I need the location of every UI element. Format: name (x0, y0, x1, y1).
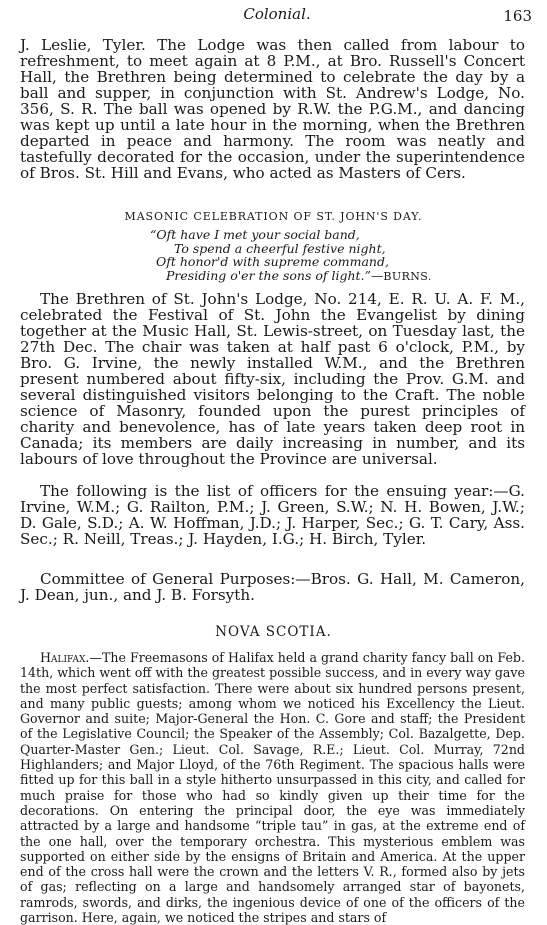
verse-line (150, 269, 450, 284)
running-title: Colonial. (243, 5, 311, 23)
verse-line-text: Presiding o'er the sons of light.”— (166, 267, 384, 283)
verse-line: “Oft have I met your social band, (150, 227, 360, 242)
verse-attribution: BURNS. (383, 269, 432, 283)
verse-quotation (150, 228, 450, 283)
verse-line: To spend a cheerful festive night, (174, 240, 386, 256)
paragraph-halifax (20, 650, 525, 925)
halifax-text: —The Freemasons of Halifax held a grand charity fancy ball on Feb. 14th, which went off with the greatest possible success, and in every way gave the most perfect satisfaction. There were about six hundred persons present, and many public guests; among whom we noticed his Excellency the Lieut. Governor and suite; Major-General the Hon. C. Gore and staff; the President of the Legislative Council; the Speaker of the Assembly; Col. Bazalgette, Dep. Quarter-Master Gen.; Lieut. Col. Savage, R.E.; Lieut. Col. Murray, 72nd Highlanders; and Major Lloyd, of the 76th Regiment. The spacious halls were fitted up for this ball in a style hitherto unsurpassed in this city, and called for much praise for those who had so kindly given up their time for the decorations. On entering the principal door, the eye was immediately attracted by a large and handsome “triple tau” in gas, at the extreme end of the one hall, over the temporary orchestra. This mysterious emblem was supported on either side by the ensigns of Britain and America. At the upper end of the cross hall were the crown and the letters V. R., formed also by jets of gas; reflecting on a large and handsomely arranged star of bayonets, ramrods, swords, and dirks, the ingenious device of one of the officers of the garrison. Here, again, we noticed the stripes and stars of (20, 650, 525, 925)
heading-st-johns-day: MASONIC CELEBRATION OF ST. JOHN'S DAY. (124, 210, 423, 223)
paragraph-lodge-ball: J. Leslie, Tyler. The Lodge was then called from labour to refreshment, to meet again at 8 P.M., at Bro. Russell's Concert Hall, the Brethren being determined to celebrate the day by a ball and supper, in conjunction with St. Andrew's Lodge, No. 356, S. R. The ball was opened by R.W. the P.G.M., and dancing was kept up until a late hour in the morning, when the Brethren departed in peace and harmony. The room was neatly and tastefully decorated for the occasion, under the superintendence of Bros. St. Hill and Evans, who acted as Masters of Cers. (20, 36, 525, 183)
paragraph-officers: The following is the list of officers for the ensuing year:—G. Irvine, W.M.; G. Railton, P.M.; J. Green, S.W.; N. H. Bowen, J.W.; D. Gale, S.D.; A. W. Hoffman, J.D.; J. Harper, Sec.; G. T. Cary, Ass. Sec.; R. Neill, Treas.; J. Hayden, I.G.; H. Birch, Tyler. (20, 482, 525, 549)
paragraph-committee: Committee of General Purposes:—Bros. G. Hall, M. Cameron, J. Dean, jun., and J. B. Forsyth. (20, 570, 525, 605)
page-number: 163 (503, 7, 532, 25)
verse-line: Oft honor'd with supreme command, (156, 254, 389, 270)
paragraph-festival: The Brethren of St. John's Lodge, No. 214, E. R. U. A. F. M., celebrated the Festival of St. John the Evangelist by dining together at the Music Hall, St. Lewis-street, on Tuesday last, the 27th Dec. The chair was taken at half past 6 o'clock, P.M., by Bro. G. Irvine, the newly installed W.M., and the Brethren present numbered about fifty-six, including the Prov. G.M. and several distinguished visitors belonging to the Craft. The noble science of Masonry, founded upon the purest principles of charity and benevolence, has of late years taken deep root in Canada; its members are daily increasing in number, and its labours of love throughout the Province are universal. (20, 290, 525, 469)
page-header (22, 5, 532, 25)
heading-nova-scotia: NOVA SCOTIA. (215, 624, 332, 640)
halifax-lead: Halifax. (40, 650, 90, 665)
